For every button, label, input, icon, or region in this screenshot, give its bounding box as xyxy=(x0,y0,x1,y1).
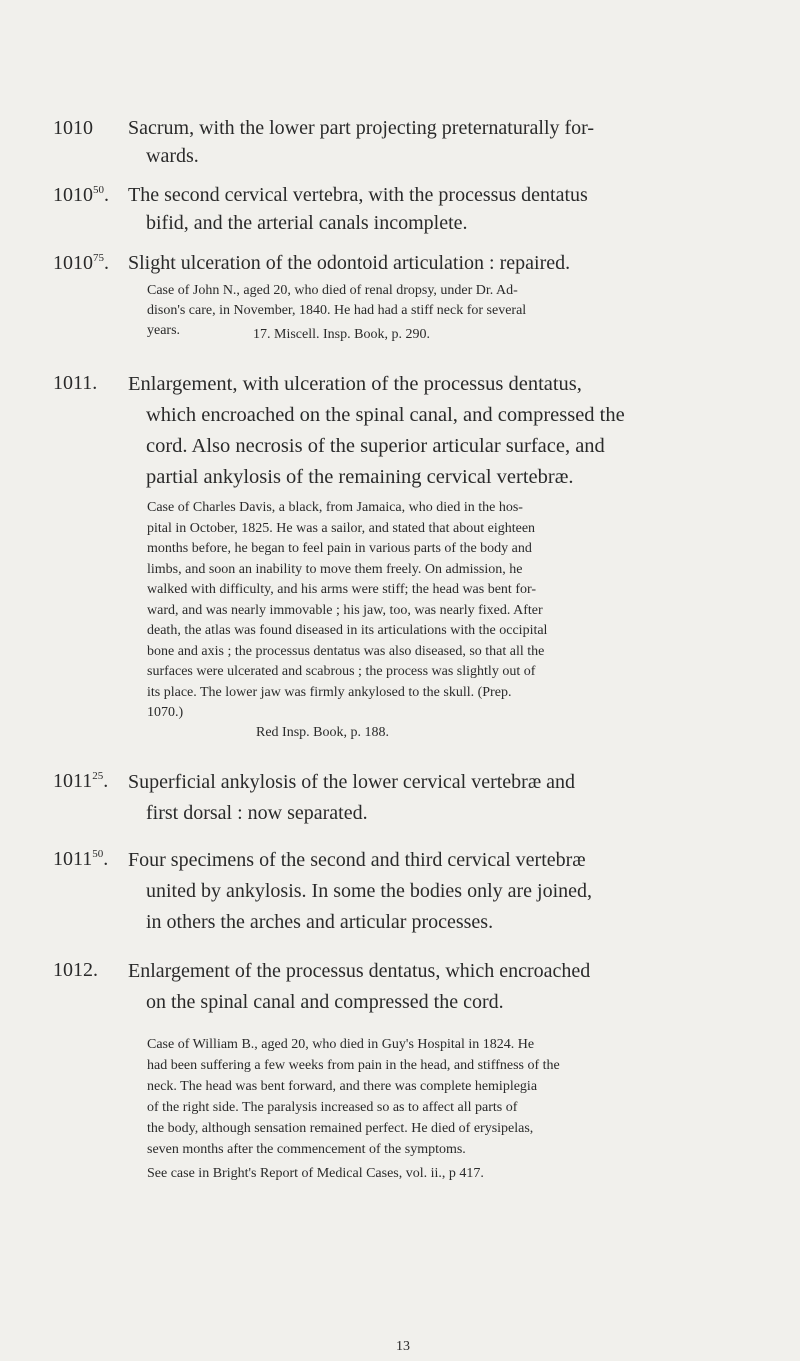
entry-number: 1010$^{75}$. xyxy=(53,252,109,274)
entry-description: Enlargement, with ulceration of the processus dentatus, which encroached on the spinal canal, and compressed the cord. Also necrosis of the superior articular surface, and partial ankylosis of the remaining cervical vertebræ. xyxy=(128,373,625,488)
entry-description: Enlargement of the processus dentatus, which encroached on the spinal canal and compressed the cord. xyxy=(128,960,591,1013)
case-note: Case of John N., aged 20, who died of renal dropsy, under Dr. Ad- dison's care, in November, 1840. He had had a stiff neck for several years. xyxy=(147,283,527,338)
entry-description: Sacrum, with the lower part projecting preternaturally for- wards. xyxy=(128,117,595,167)
case-note: Case of Charles Davis, a black, from Jamaica, who died in the hos- pital in October, 1825. He was a sailor, and stated that about eighteen months before, he began to feel pain in various parts of the body and limbs, and soon an inability to move them freely. On admission, he walked with difficulty, and his arms were stiff; the head was bent for- ward, and was nearly immovable ; his jaw, too, was nearly fixed. After death, the atlas was found diseased in its articulations with the occipital bone and axis ; the processus dentatus was also diseased, so that all the surfaces were ulcerated and scabrous ; the process was slightly out of its place. The lower jaw was firmly ankylosed to the skull. (Prep. 1070.) xyxy=(147,500,548,720)
entry-number: 1011$^{50}$. xyxy=(53,848,109,870)
page-number: 13 xyxy=(396,1339,410,1354)
case-note: Case of William B., aged 20, who died in Guy's Hospital in 1824. He had been suffering a few weeks from pain in the head, and stiffness of the neck. The head was bent forward, and there was complete hemiplegia of the right side. The paralysis increased so as to affect all parts of the body, although sensation remained perfect. He died of erysipelas, seven months after the commencement of the symptoms. xyxy=(147,1037,560,1157)
entry-description: Four specimens of the second and third cervical vertebræ united by ankylosis. In some the bodies only are joined, in others the arches and articular processes. xyxy=(128,849,593,933)
inspection-book-reference: Red Insp. Book, p. 188. xyxy=(256,725,389,740)
inspection-book-reference: 17. Miscell. Insp. Book, p. 290. xyxy=(253,327,430,342)
entry-description: Superficial ankylosis of the lower cervical vertebræ and first dorsal : now separated. xyxy=(128,771,576,824)
entry-number: 1010 xyxy=(53,117,93,139)
entry-number: 1011$^{25}$. xyxy=(53,770,109,792)
entry-number: 1010$^{50}$. xyxy=(53,184,109,206)
entry-number: 1011. xyxy=(53,372,98,394)
entry-number: 1012. xyxy=(53,959,98,981)
entry-description: The second cervical vertebra, with the processus dentatus bifid, and the arterial canals incomplete. xyxy=(128,184,588,234)
report-reference: See case in Bright's Report of Medical Cases, vol. ii., p 417. xyxy=(147,1166,484,1181)
entry-description: Slight ulceration of the odontoid articulation : repaired. xyxy=(128,252,571,274)
